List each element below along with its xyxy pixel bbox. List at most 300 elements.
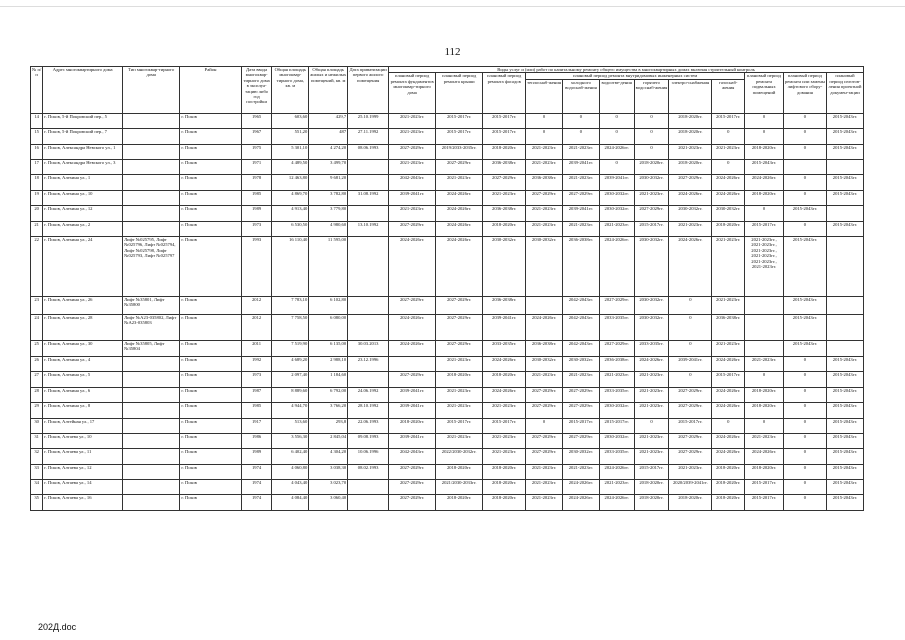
row-total-area: 5 301,10 — [272, 144, 309, 159]
row-basement: 2018-2020гг. — [745, 387, 784, 402]
row-living-area: 3 060,40 — [309, 495, 348, 510]
row-privatization-date — [348, 480, 389, 495]
row-basement: 2024-2026гг. — [745, 449, 784, 464]
row-foundation: 2018-2020гг. — [389, 418, 436, 433]
row-heating: 2021-2023гг. — [526, 480, 563, 495]
row-gas: 2030-2032гг. — [712, 206, 745, 221]
row-elevator: 0 — [783, 129, 826, 144]
col-cold-water: холодного водоснаб-жения — [562, 79, 599, 113]
row-gas: 2021-2023гг. — [712, 236, 745, 296]
row-privatization-date: 08.06.1993 — [348, 144, 389, 159]
row-elevator: 0 — [783, 449, 826, 464]
row-year: 2012 — [241, 296, 272, 314]
row-roof: 2021-2023гг. — [436, 433, 483, 448]
row-privatization-date: 22.06.1993 — [348, 418, 389, 433]
table-row — [31, 314, 864, 340]
row-design — [826, 206, 863, 221]
row-living-area: 3 499,70 — [309, 159, 348, 174]
row-address: г. Псков, Алехина ул., 4 — [43, 356, 123, 371]
row-heating: 0 — [526, 113, 563, 128]
row-house-type — [123, 190, 180, 205]
row-design — [826, 159, 863, 174]
row-house-type — [123, 144, 180, 159]
row-electric: 2018-2020гг. — [669, 129, 712, 144]
row-hot-water: 2018-2020гг. — [634, 159, 669, 174]
row-foundation: 2024-2026гг. — [389, 340, 436, 356]
row-foundation: 2042-2043гг. — [389, 175, 436, 190]
row-address: г. Псков, Алтаева ул., 14 — [43, 480, 123, 495]
row-foundation: 2039-2041гг. — [389, 403, 436, 418]
row-address: г. Псков, Алтаева ул., 11 — [43, 449, 123, 464]
row-gas: 2021-2023гг. — [712, 296, 745, 314]
row-number: 33 — [31, 464, 43, 479]
row-roof: 2018-2020гг. — [436, 464, 483, 479]
row-elevator: 2015-2043гг. — [783, 340, 826, 356]
row-privatization-date: 31.08.1992 — [348, 190, 389, 205]
row-total-area: 12 463,80 — [272, 175, 309, 190]
row-living-area: 3 038,30 — [309, 464, 348, 479]
row-living-area: 2 988,10 — [309, 356, 348, 371]
row-facade: 2024-2026гг. — [483, 356, 526, 371]
row-cold-water: 2021-2023гг. — [562, 372, 599, 387]
row-privatization-date: 13.10.1992 — [348, 221, 389, 236]
row-living-area: 2 845,04 — [309, 433, 348, 448]
row-roof: 2015-2017гг. — [436, 129, 483, 144]
row-facade: 2024-2026гг. — [483, 387, 526, 402]
row-basement: 0 — [745, 113, 784, 128]
row-electric: 2021-2023гг. — [669, 221, 712, 236]
row-heating: 2021-2023гг. — [526, 144, 563, 159]
scan-edge-line — [0, 6, 905, 7]
col-type: Тип многоквар-тирного дома — [123, 67, 180, 114]
row-privatization-date — [348, 206, 389, 221]
row-district: г. Псков — [180, 236, 241, 296]
file-name-footer: 202Д.doc — [38, 622, 77, 632]
col-elevator: плановый период ремонта или замены лифтового обору-дования — [783, 73, 826, 113]
row-basement: 2018-2020гг. — [745, 190, 784, 205]
row-district: г. Псков — [180, 175, 241, 190]
row-address: г. Псков, Алтаева ул., 10 — [43, 433, 123, 448]
row-living-area: 3 023,70 — [309, 480, 348, 495]
row-foundation: 2024-2026гг. — [389, 236, 436, 296]
row-basement — [745, 314, 784, 340]
row-number: 21 — [31, 221, 43, 236]
row-privatization-date: 30.03.2013 — [348, 340, 389, 356]
row-sewer: 0 — [599, 159, 634, 174]
row-total-area: 3 556,30 — [272, 433, 309, 448]
row-year: 1973 — [241, 221, 272, 236]
row-heating: 2021-2023гг. — [526, 206, 563, 221]
row-gas: 2021-2023гг. — [712, 144, 745, 159]
row-cold-water: 2027-2029гг. — [562, 387, 599, 402]
row-heating — [526, 296, 563, 314]
document-table-wrapper — [30, 66, 864, 511]
row-hot-water: 2018-2020гг. — [634, 480, 669, 495]
row-cold-water: 2036-2038гг. — [562, 236, 599, 296]
row-design: 2015-2043гг. — [826, 356, 863, 371]
row-sewer: 2033-2035гг. — [599, 449, 634, 464]
row-foundation: 2027-2029гг. — [389, 372, 436, 387]
row-elevator: 0 — [783, 464, 826, 479]
row-basement: 2021-2023гг., 2021-2023гг., 2021-2023гг., 2021-2023гг., 2021-2023гг., 2021-2023гг. — [745, 236, 784, 296]
row-roof: 2024-2026гг. — [436, 190, 483, 205]
row-roof: 2019/2033-2035гг. — [436, 144, 483, 159]
row-district: г. Псков — [180, 113, 241, 128]
table-body — [31, 113, 864, 510]
row-cold-water: 2024-2026гг. — [562, 480, 599, 495]
row-privatization-date — [348, 372, 389, 387]
row-foundation: 2042-2043гг. — [389, 449, 436, 464]
row-living-area: 6 135,00 — [309, 340, 348, 356]
row-sewer: 2021-2023гг. — [599, 480, 634, 495]
col-district: Район — [180, 67, 241, 114]
row-electric: 2027-2029гг. — [669, 433, 712, 448]
row-address: г. Псков, Александра Невского ул., 1 — [43, 144, 123, 159]
row-basement: 2015-2017гг. — [745, 221, 784, 236]
table-row — [31, 113, 864, 128]
row-foundation: 2021-2023гг. — [389, 129, 436, 144]
row-sewer: 2039-2041гг. — [599, 175, 634, 190]
row-house-type — [123, 113, 180, 128]
row-electric: 2018-2020гг. — [669, 495, 712, 510]
row-elevator: 0 — [783, 387, 826, 402]
row-living-area: 293,8 — [309, 418, 348, 433]
row-district: г. Псков — [180, 356, 241, 371]
row-district: г. Псков — [180, 433, 241, 448]
row-basement: 2015-2043гг. — [745, 159, 784, 174]
row-address: г. Псков, Алтаева ул., 12 — [43, 464, 123, 479]
row-privatization-date: 10.06.1996 — [348, 449, 389, 464]
row-electric: 2020/2039-2041гг. — [669, 480, 712, 495]
row-address: г. Псков, Алехина ул., 24 — [43, 236, 123, 296]
row-total-area: 4 060,80 — [272, 464, 309, 479]
row-total-area: 4 489,50 — [272, 159, 309, 174]
table-row — [31, 433, 864, 448]
row-house-type: Лифт №35805, Лифт №35804 — [123, 340, 180, 356]
row-roof: 2027-2029гг. — [436, 340, 483, 356]
row-heating: 2030-2032гг. — [526, 356, 563, 371]
row-house-type — [123, 221, 180, 236]
row-roof: 2021-2023гг. — [436, 403, 483, 418]
row-roof: 2027-2029гг. — [436, 296, 483, 314]
row-gas: 2024-2026гг. — [712, 387, 745, 402]
row-electric: 2024-2026гг. — [669, 236, 712, 296]
row-heating: 0 — [526, 129, 563, 144]
row-number: 27 — [31, 372, 43, 387]
row-total-area: 4 869,70 — [272, 190, 309, 205]
row-year: 1985 — [241, 190, 272, 205]
row-design: 2015-2043гг. — [826, 495, 863, 510]
row-hot-water: 0 — [634, 144, 669, 159]
row-district: г. Псков — [180, 387, 241, 402]
row-heating: 2030-2032гг. — [526, 236, 563, 296]
row-electric: 0 — [669, 314, 712, 340]
row-address: г. Псков, Алехина ул., 10 — [43, 190, 123, 205]
row-house-type — [123, 418, 180, 433]
row-number: 23 — [31, 296, 43, 314]
row-total-area: 7 519,90 — [272, 340, 309, 356]
row-number: 19 — [31, 190, 43, 205]
row-living-area: 4 304,20 — [309, 449, 348, 464]
row-number: 26 — [31, 356, 43, 371]
row-year: 1986 — [241, 433, 272, 448]
row-facade: 2021-2023гг. — [483, 190, 526, 205]
row-elevator: 0 — [783, 356, 826, 371]
table-row — [31, 159, 864, 174]
row-living-area: 6 080,00 — [309, 314, 348, 340]
col-privatization: Дата приватизации первого жилого помещения — [348, 67, 389, 114]
row-district: г. Псков — [180, 372, 241, 387]
row-design: 2015-2043гг. — [826, 418, 863, 433]
col-total-area: Общая площадь многоквар-тирного дома, кв. м — [272, 67, 309, 114]
row-address: г. Псков, 5-й Покровский пер., 5 — [43, 113, 123, 128]
col-roof: плановый период ремонта крыши — [436, 73, 483, 113]
row-living-area: 429,7 — [309, 113, 348, 128]
row-privatization-date: 27.11.1992 — [348, 129, 389, 144]
row-basement: 2018-2020гг. — [745, 403, 784, 418]
row-house-type: Лифт №35801, Лифт №35800 — [123, 296, 180, 314]
row-foundation: 2039-2041гг. — [389, 387, 436, 402]
row-district: г. Псков — [180, 314, 241, 340]
row-facade: 2018-2020гг. — [483, 464, 526, 479]
row-roof: 2018-2020гг. — [436, 372, 483, 387]
row-electric: 2021-2023гг. — [669, 144, 712, 159]
row-living-area: 11 595,00 — [309, 236, 348, 296]
row-heating: 2036-2038гг. — [526, 175, 563, 190]
row-basement: 0 — [745, 206, 784, 221]
row-hot-water: 2021-2023гг. — [634, 372, 669, 387]
row-foundation: 2024-2026гг. — [389, 314, 436, 340]
row-design — [826, 296, 863, 314]
row-sewer: 0 — [599, 113, 634, 128]
row-year: 1974 — [241, 480, 272, 495]
row-address: г. Псков, Алехина ул., 5 — [43, 372, 123, 387]
row-cold-water: 2027-2029гг. — [562, 433, 599, 448]
row-heating: 2021-2023гг. — [526, 464, 563, 479]
row-hot-water: 2024-2026гг. — [634, 356, 669, 371]
row-elevator: 0 — [783, 433, 826, 448]
row-privatization-date: 23.12.1996 — [348, 356, 389, 371]
row-address: г. Псков, 5-й Покровский пер., 7 — [43, 129, 123, 144]
table-row — [31, 495, 864, 510]
row-year: 1974 — [241, 495, 272, 510]
row-house-type — [123, 129, 180, 144]
row-gas: 0 — [712, 129, 745, 144]
row-sewer: 2024-2026гг. — [599, 495, 634, 510]
row-roof: 2024-2026гг. — [436, 206, 483, 221]
row-address: г. Псков, Алехина ул., 8 — [43, 403, 123, 418]
row-design — [826, 236, 863, 296]
row-address: г. Псков, Алехина ул., 28 — [43, 314, 123, 340]
row-living-area: 4 980,60 — [309, 221, 348, 236]
row-total-area: 16 110,40 — [272, 236, 309, 296]
row-sewer: 2036-2038гг. — [599, 356, 634, 371]
row-year: 1987 — [241, 387, 272, 402]
row-foundation: 2021-2023гг. — [389, 206, 436, 221]
col-group-engineering: плановый период ремонта внутридомовых инженерных систем — [526, 73, 745, 79]
row-elevator — [783, 159, 826, 174]
table-row — [31, 372, 864, 387]
row-hot-water: 2033-2035гг. — [634, 340, 669, 356]
row-gas: 2036-2038гг. — [712, 314, 745, 340]
table-row — [31, 221, 864, 236]
row-roof: 2022/2030-2032гг. — [436, 449, 483, 464]
row-living-area: 3 766,20 — [309, 403, 348, 418]
row-heating: 2027-2029гг. — [526, 433, 563, 448]
row-house-type — [123, 433, 180, 448]
row-number: 31 — [31, 433, 43, 448]
row-gas: 2021-2023гг. — [712, 340, 745, 356]
row-gas: 2024-2026гг. — [712, 356, 745, 371]
row-facade: 2018-2020гг. — [483, 144, 526, 159]
row-hot-water: 2021-2023гг. — [634, 190, 669, 205]
row-district: г. Псков — [180, 144, 241, 159]
row-total-area: 513,60 — [272, 418, 309, 433]
row-elevator: 0 — [783, 113, 826, 128]
row-hot-water: 2015-2017гг. — [634, 464, 669, 479]
row-district: г. Псков — [180, 206, 241, 221]
row-heating: 2027-2029гг. — [526, 403, 563, 418]
row-address: г. Псков, Алехина ул., 26 — [43, 296, 123, 314]
row-year: 1989 — [241, 449, 272, 464]
row-privatization-date: 08.02.1993 — [348, 464, 389, 479]
row-house-type — [123, 356, 180, 371]
row-total-area: 6 530,50 — [272, 221, 309, 236]
row-year: 2012 — [241, 314, 272, 340]
row-number: 15 — [31, 129, 43, 144]
row-sewer: 2030-2032гг. — [599, 433, 634, 448]
table-row — [31, 206, 864, 221]
row-electric: 2018-2020гг. — [669, 113, 712, 128]
row-sewer: 2024-2026гг. — [599, 144, 634, 159]
row-foundation — [389, 356, 436, 371]
row-heating: 2021-2023гг. — [526, 159, 563, 174]
row-house-type: Лифт №025795, Лифт №025796, Лифт №025794, Лифт №025798, Лифт №025793, Лифт №025797 — [123, 236, 180, 296]
row-year: 1917 — [241, 418, 272, 433]
row-facade: 2018-2020гг. — [483, 480, 526, 495]
table-row — [31, 480, 864, 495]
table-row — [31, 387, 864, 402]
row-basement: 2015-2017гг. — [745, 495, 784, 510]
row-electric: 0 — [669, 340, 712, 356]
row-number: 18 — [31, 175, 43, 190]
row-design: 2015-2043гг. — [826, 403, 863, 418]
row-facade: 2018-2020гг. — [483, 495, 526, 510]
row-house-type — [123, 480, 180, 495]
row-year: 1967 — [241, 129, 272, 144]
row-basement: 0 — [745, 129, 784, 144]
row-elevator: 0 — [783, 403, 826, 418]
row-cold-water: 2015-2017гг. — [562, 418, 599, 433]
row-number: 22 — [31, 236, 43, 296]
row-hot-water: 2021-2023гг. — [634, 449, 669, 464]
row-gas: 2018-2020гг. — [712, 480, 745, 495]
row-sewer: 2015-2017гг. — [599, 418, 634, 433]
row-basement: 2015-2017гг. — [745, 480, 784, 495]
row-facade: 2036-2038гг. — [483, 296, 526, 314]
row-heating: 2036-2038гг. — [526, 340, 563, 356]
row-total-area: 4 043,40 — [272, 480, 309, 495]
row-address: г. Псков, Алтаева ул., 16 — [43, 495, 123, 510]
row-facade: 2018-2020гг. — [483, 221, 526, 236]
row-hot-water: 0 — [634, 129, 669, 144]
row-foundation: 2027-2029гг. — [389, 221, 436, 236]
row-sewer: 2021-2023гг. — [599, 221, 634, 236]
row-address: г. Псков, Алехина ул., 6 — [43, 387, 123, 402]
col-hot-water: горячего водоснаб-жения — [634, 79, 669, 113]
row-electric: 2027-2029гг. — [669, 403, 712, 418]
row-gas: 2024-2026гг. — [712, 175, 745, 190]
table-row — [31, 296, 864, 314]
row-sewer: 2027-2029гг. — [599, 340, 634, 356]
row-cold-water: 2030-2032гг. — [562, 356, 599, 371]
row-house-type — [123, 206, 180, 221]
row-facade: 2039-2041гг. — [483, 314, 526, 340]
row-total-area: 4 913,40 — [272, 206, 309, 221]
row-living-area: 3 779,80 — [309, 206, 348, 221]
row-year: 1974 — [241, 464, 272, 479]
row-district: г. Псков — [180, 159, 241, 174]
row-facade: 2015-2017гг. — [483, 129, 526, 144]
row-district: г. Псков — [180, 480, 241, 495]
row-roof: 2021-2023гг. — [436, 387, 483, 402]
row-cold-water: 2039-2041гг. — [562, 206, 599, 221]
row-design: 2015-2043гг. — [826, 129, 863, 144]
row-total-area: 8 889,60 — [272, 387, 309, 402]
row-electric: 0 — [669, 372, 712, 387]
row-cold-water: 2039-2041гг. — [562, 159, 599, 174]
row-total-area: 7 783,10 — [272, 296, 309, 314]
row-basement: 2021-2023гг. — [745, 356, 784, 371]
row-year: 1971 — [241, 159, 272, 174]
row-district: г. Псков — [180, 129, 241, 144]
row-sewer: 2021-2023гг. — [599, 372, 634, 387]
row-house-type — [123, 495, 180, 510]
row-house-type — [123, 403, 180, 418]
row-electric: 2027-2029гг. — [669, 387, 712, 402]
row-cold-water: 2027-2029гг. — [562, 403, 599, 418]
table-row — [31, 236, 864, 296]
row-privatization-date: 25.10.1999 — [348, 113, 389, 128]
row-roof: 2027-2029гг. — [436, 314, 483, 340]
row-gas: 2018-2020гг. — [712, 464, 745, 479]
row-design: 2015-2043гг. — [826, 113, 863, 128]
row-total-area: 2 097,40 — [272, 372, 309, 387]
row-total-area: 603,60 — [272, 113, 309, 128]
row-elevator: 0 — [783, 418, 826, 433]
row-electric: 2027-2029гг. — [669, 449, 712, 464]
row-roof: 2024-2026гг. — [436, 221, 483, 236]
row-design — [826, 314, 863, 340]
row-basement: 0 — [745, 372, 784, 387]
row-elevator: 2015-2043гг. — [783, 206, 826, 221]
row-hot-water: 2030-2032гг. — [634, 175, 669, 190]
row-living-area: 487 — [309, 129, 348, 144]
row-living-area: 6 792,00 — [309, 387, 348, 402]
row-heating: 2021-2023гг. — [526, 495, 563, 510]
row-privatization-date: 28.10.1992 — [348, 403, 389, 418]
row-address: г. Псков, Алехина ул., 12 — [43, 206, 123, 221]
row-foundation: 2027-2029гг. — [389, 296, 436, 314]
row-address: г. Псков, Алехина ул., 2 — [43, 221, 123, 236]
row-gas: 2015-2017гг. — [712, 113, 745, 128]
row-electric: 2030-2032гг. — [669, 206, 712, 221]
row-facade: 2021-2023гг. — [483, 449, 526, 464]
row-roof: 2021-2023гг. — [436, 356, 483, 371]
row-district: г. Псков — [180, 340, 241, 356]
row-electric: 0 — [669, 296, 712, 314]
row-gas: 2015-2017гг. — [712, 372, 745, 387]
